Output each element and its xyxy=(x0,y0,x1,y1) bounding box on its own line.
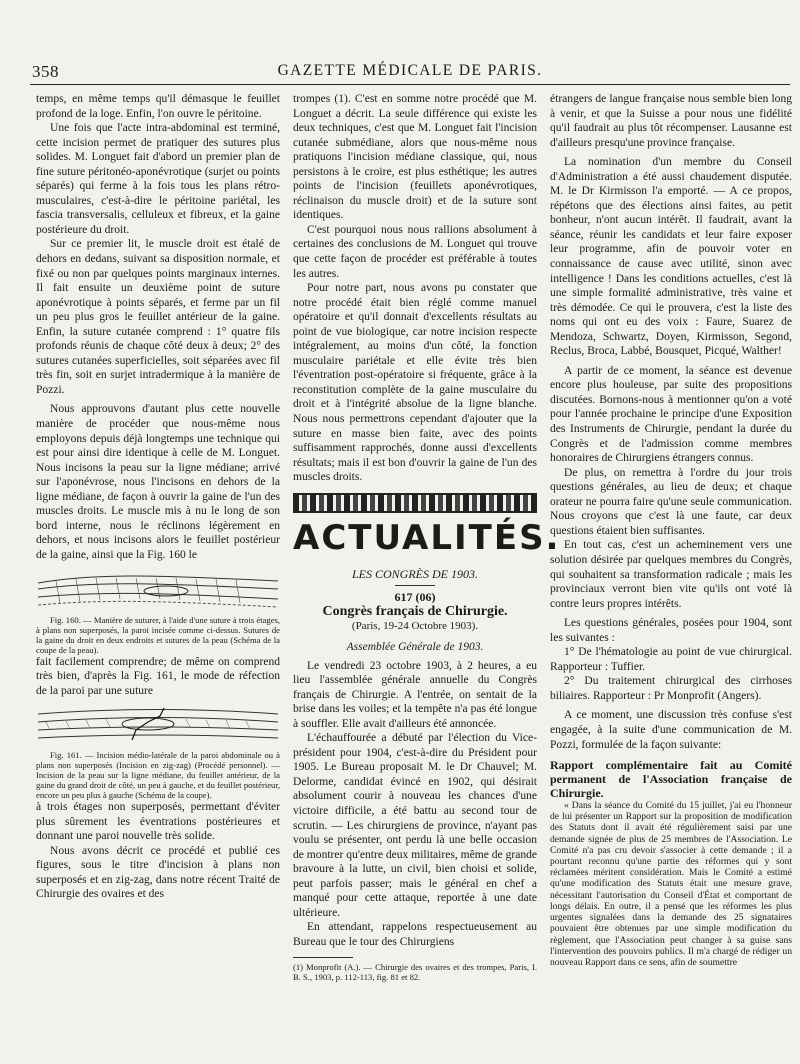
paragraph: Nous avons décrit ce procédé et publié ces figures, sous le titre d'incision à plans non superposés et en zig-zag, dans notre récent Traité de Chirurgie des ovaires et des xyxy=(36,844,280,901)
congress-name: Congrès français de Chirurgie. xyxy=(322,603,508,619)
paragraph: Pour notre part, nous avons pu constater que notre procédé était bien réglé comme manuel opératoire et qu'il donnait d'excellents résultats au point de vue biologique, car notre incision respecte intégralement, au moins d'un côté, la fonction musculaire pariétale et elle évite très bien l'éventration post-opératoire si fréquente, grâce à la reconstitution complète de la gaine musculaire du droit et à l'intégrité absolue de la ligne blanche. Nous nous permettrons cependant d'ajouter que la suture en masse bien faite, avec des points suffisamment rapprochés, donne aussi d'excellents résultats; mais il est bon d'ouvrir la gaine de l'un des muscles droits. xyxy=(293,282,537,484)
paragraph: Sur ce premier lit, le muscle droit est étalé de dehors en dedans, suivant sa disposition normale, et fixé ou non par quelques points marginaux internes. Il fait ensuite un deuxième point de suture aponévrotique à points séparés, et ferme par un fil un peu plus gros le feuillet antérieur de la gaine. Enfin, la suture cutanée comprend : 1° quatre fils profonds réunis de chaque côté deux à deux; 2° des sutures cutanées superficielles, soit séparées avec fil très fin, soit en surjet intradermique à la manière de Pozzi. xyxy=(36,238,280,396)
paragraph: A ce moment, une discussion très confuse s'est engagée, à la suite d'une communication de M. Pozzi, formulée de la façon suivante: xyxy=(550,709,792,751)
figure-161-caption: Fig. 161. — Incision médio-latérale de la paroi abdominale ou à plans non superposés (Incision en zig-zag) (Procédé personnel). — Incision de la peau sur la ligne médiane, du feuillet antérieur, de la gaine du grand droit de côté, un peu à gauche, et du feuillet postérieur, encore un peu plus à gauche (Schéma de la coupe). xyxy=(36,750,280,801)
footnote: (1) Monprofit (A.). — Chirurgie des ovaires et des trompes, Paris, I. B. S., 1903, p. 112-113, fig. 81 et 82. xyxy=(293,962,537,983)
paragraph: temps, en même temps qu'il démasque le feuillet profond de la loge. Enfin, l'on ouvre le péritoine. xyxy=(36,93,280,120)
section-subtitle: LES CONGRÈS DE 1903. xyxy=(352,566,478,581)
footnote-divider xyxy=(293,957,353,958)
figure-160 xyxy=(36,569,280,611)
paragraph: Une fois que l'acte intra-abdominal est terminé, cette incision permet de pratiquer des sutures plus solides. M. Longuet fait d'abord un premier plan de fine suture péritonéo-aponévrotique (surjet ou points séparés) qui ferme à la fois tous les plans rétro-musculaires, c'est-à-dire le péritoine pariétal, les fascia transversalis, celluleux et fibreux, et la gaine postérieure du droit. xyxy=(36,122,280,236)
paragraph: trompes (1). C'est en somme notre procédé que M. Longuet a décrit. La seule différence qui existe les deux techniques, c'est que M. Longuet fait l'incision cutanée submédiane, alors que nous-même nous pratiquons l'incision médiane classique, qui, nous persistons à le croire, est plus esthétique; les autres points de l'incision (feuillets aponévrotiques, réclinaison du muscle droit) et de la suture sont identiques. xyxy=(293,93,537,222)
paragraph: De plus, on remettra à l'ordre du jour trois questions générales, au lieu de deux; et chaque orateur ne pourra faire qu'une seule communication. Nous croyons que c'est là une faute, car deux questions étaient bien suffisantes. xyxy=(550,466,792,537)
paragraph: A partir de ce moment, la séance est devenue encore plus houleuse, par suite des propositions discutées. Bornons-nous à mentionner qu'on a voté pour l'année prochaine le principe d'une Exposition des Instruments de Chirurgie, pendant la durée du Congrès et de l'admission comme membres honoraires de Chirurgiens étrangers connus. xyxy=(550,364,792,465)
column-2 xyxy=(293,92,561,983)
paragraph: La nomination d'un membre du Conseil d'Administration a été aussi chaudement disputée. M. le Dr Kirmisson l'a emporté. — A ce propos, répétons que des élections ainsi faites, au petit bonheur, n'ont aucun intérêt. Il faudrait, avant la séance, réunir les candidats et leur faire exposer leur programme, afin de pouvoir voter en connaissance de cause avec utilité, sinon avec intelligence ! Dans les conditions actuelles, c'est là une simple formalité administrative, très vaine et très démodée. Ce qui le prouvera, c'est la liste des noms qui ont eu des voix : Faure, Suarez de Mendoza, Schwartz, Doyen, Kirmisson, Segond, Reclus, Broca, Labbé, Bousquet, Picqué, Walther! xyxy=(550,156,792,358)
paragraph: étrangers de langue française nous semble bien long à venir, et que la Suisse a pour nous une fidélité qu'il faudrait au plus tôt récompenser. Lausanne est d'ailleurs presqu'une province française. xyxy=(550,93,792,149)
report-body: « Dans la séance du Comité du 15 juillet, j'ai eu l'honneur de lui présenter un Rapport sur la proposition de modification des Statuts dont il avait été régulièrement saisi par une demande signée de plus de 25 membres de l'Association. Le Comité n'a pas cru devoir s'associer à cette demande ; il a pourtant reconnu qu'une partie des réformes qui y sont réclamées méritent considération. Mais le Comité a estimé qu'une modification des Statuts était une mesure grave, nécessitant l'autorisation du Conseil d'État et comportant de longs délais. En outre, il a pensé que les réformes les plus urgentes signalées dans la demande des 25 signataires pouvaient être obtenues par une simple modification du règlement, que l'Association peut changer à sa guise sans l'intervention des pouvoirs publics. Il m'a chargé de rédiger un nouveau Rapport dans ce sens, afin de soumettre xyxy=(550,800,792,968)
section-title: ACTUALITÉS. xyxy=(293,517,561,558)
question-2: 2° Du traitement chirurgical des cirrhoses biliaires. Rapporteur : Pr Monprofit (Angers). xyxy=(550,675,792,702)
paragraph: C'est pourquoi nous nous rallions absolument à certaines des conclusions de M. Longuet qui trouve que cette façon de procéder est préférable à toutes les autres. xyxy=(293,223,537,280)
figure-160-drawing xyxy=(36,569,280,611)
paragraph: à trois étages non superposés, permettant d'éviter plus sûrement les éventrations postérieures et donnant une paroi nouvelle très solide. xyxy=(36,801,280,843)
paragraph: Les questions générales, posées pour 1904, sont les suivantes : xyxy=(550,617,792,644)
ornamental-border xyxy=(293,493,537,513)
column-3 xyxy=(550,92,792,968)
column-1 xyxy=(36,92,280,902)
paragraph: Le vendredi 23 octobre 1903, à 2 heures, a eu lieu l'assemblée générale annuelle du Congrès français de Chirurgie. A l'entrée, on sentait de la brise dans les voiles; et la tempête n'a pas été longue à souffler. Elle avait d'ailleurs été annoncée. xyxy=(293,659,537,730)
assembly-heading: Assemblée Générale de 1903. xyxy=(346,640,484,653)
paragraph: fait facilement comprendre; de même on comprend très bien, d'après la Fig. 161, le mode de réfection de la paroi par une suture xyxy=(36,655,280,697)
paragraph: Nous approuvons d'autant plus cette nouvelle manière de procéder que nous-même nous employons depuis déjà longtemps une technique qui est pour ainsi dire identique à celle de M. Longuet. Nous incisons la peau sur la ligne médiane; arrivé sur l'aponévrose, nous l'incisons en dehors de la ligne médiane, de façon à ouvrir la gaine de l'un des muscles droits. Le muscle mis à nu le long de son bord interne, nous le réclinons légèrement en dehors, et nous incisons alors le feuillet postérieur de la gaine, ainsi que la Fig. 160 le xyxy=(36,403,280,561)
page-header xyxy=(30,60,790,85)
running-title: GAZETTE MÉDICALE DE PARIS. xyxy=(277,62,543,79)
paragraph: L'échauffourée a débuté par l'élection du Vice-président pour 1904, c'est-à-dire du Président pour 1905. Le Bureau proposait M. le Dr Chauvel; M. Delorme, candidat évincé en 1902, qui désirait absolument courir à nouveau les chances d'une victoire difficile, a été battu au second tour de scrutin. — Les chirurgiens de province, n'ayant pas voulu se présenter, ont perdu là une belle occasion de montrer qu'entre deux militaires, même de grande bravoure à la lutte, un civil, bien choisi et solide, peut parfois passer; mais le général en chef a manqué pour cette attaque, reportée à une date ultérieure. xyxy=(293,732,537,919)
paragraph: En attendant, rappelons respectueusement au Bureau que le tour des Chirurgiens xyxy=(293,921,537,948)
figure-160-caption: Fig. 160. — Manière de suturer, à l'aide d'une suture à trois étages, à plans non superposés, la paroi incisée comme ci-dessus. Sutures de la gaine du droit en deux endroits et sutures de la peau (Schéma de la coupe de la peau). xyxy=(36,614,280,655)
report-title: Rapport complémentaire fait au Comité permanent de l'Association française de Chirurgie. xyxy=(550,758,792,801)
paragraph: En tout cas, c'est un acheminement vers une solution désirée par quelques membres du Congrès, qui souhaitent sa transformation radicale ; mais les provinciaux verront bien vite qu'ils ont voté là contre leurs propres intérêts. xyxy=(550,539,792,610)
congress-number: 617 (06) xyxy=(394,590,436,605)
congress-date: (Paris, 19-24 Octobre 1903). xyxy=(351,620,479,633)
page-number: 358 xyxy=(32,62,59,81)
figure-161 xyxy=(36,704,280,746)
divider xyxy=(395,585,435,586)
figure-161-drawing xyxy=(36,704,280,746)
question-1: 1° De l'hématologie au point de vue chirurgical. Rapporteur : Tuffier. xyxy=(550,646,792,673)
